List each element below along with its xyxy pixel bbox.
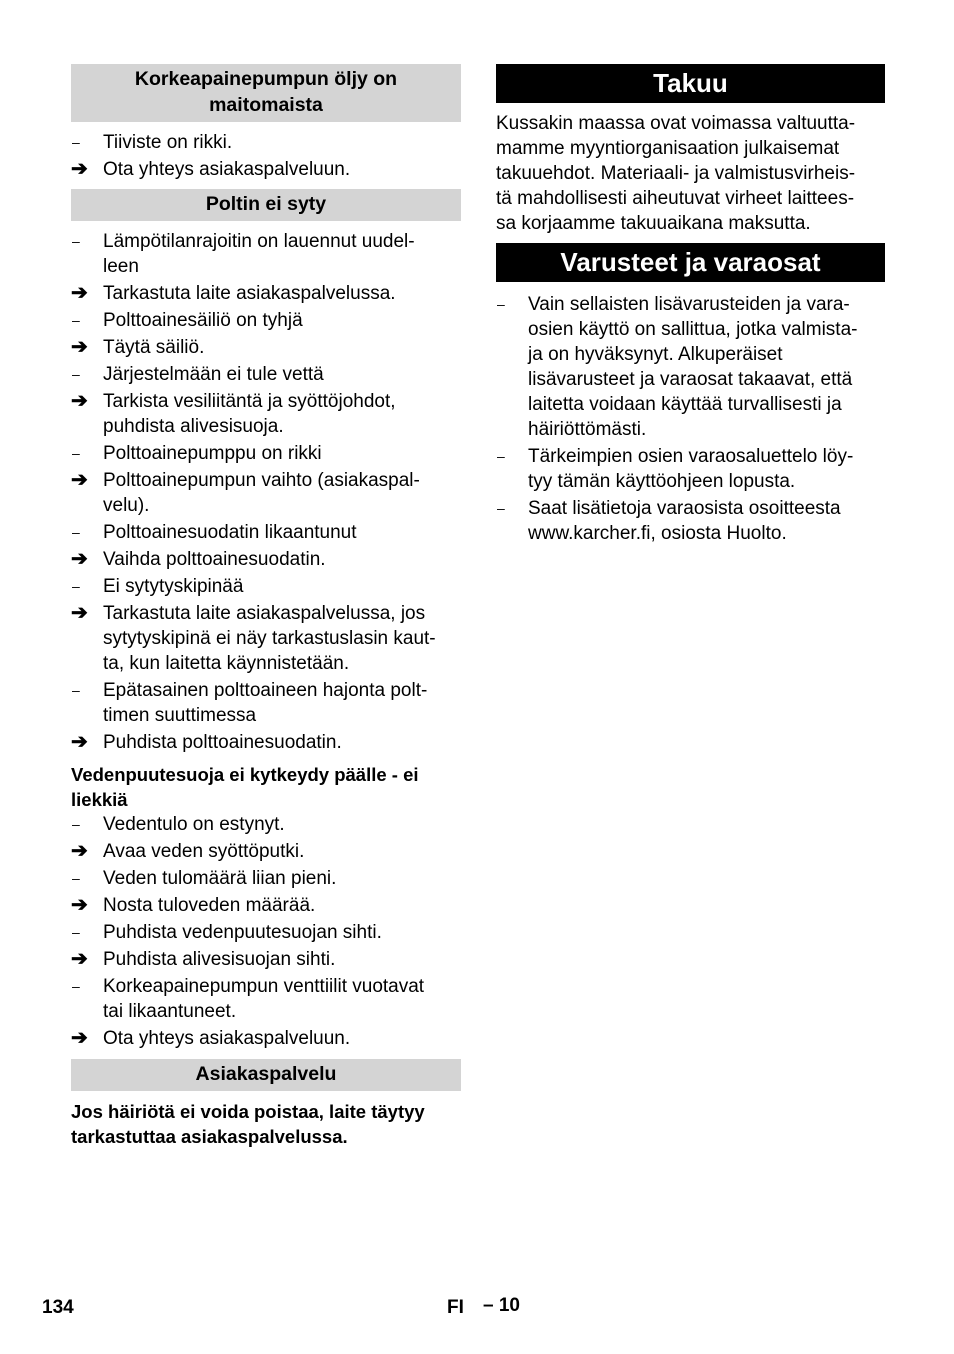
action-item [71,893,461,918]
item-text: Polttoainepumppu on rikki [103,443,322,464]
action-item [71,547,461,572]
item-text: Vaihda polttoainesuodatin. [103,549,326,570]
dash-icon: – [72,524,80,540]
cause-item [71,229,461,279]
item-text: Polttoainesäiliö on tyhjä [103,310,303,331]
action-item [71,947,461,972]
item-text: Tiiviste on rikki. [103,132,233,153]
language-code: FI [447,1297,464,1318]
accessories-list [496,292,885,546]
dash-icon: – [72,978,80,994]
warranty-text: Kussakin maassa ovat voimassa valtuutta- mamme myyntiorganisaation julkaisemat takuuehdot. Materiaali- ja valmistusvirheis- tä mahdollisesti aiheutuvat virheet laittees- sa korjaamme takuuaikana maksutta. [496,113,856,234]
cause-item [496,496,885,546]
service-note: Jos häiriötä ei voida poistaa, laite täytyy tarkastuttaa asiakaspalvelussa. [71,1101,425,1147]
dash-icon: – [72,816,80,832]
item-text: Ota yhteys asiakaspalveluun. [103,1028,351,1049]
item-text: Vedentulo on estynyt. [103,814,285,835]
cause-item [71,308,461,333]
water-fault-list [71,812,461,1051]
cause-item [71,520,461,545]
dash-icon: – [497,500,505,516]
item-text: Tarkastuta laite asiakaspalvelussa, jos sytytyskipinä ei näy tarkastuslasin kaut- ta, kun laitetta käynnistetään. [103,603,436,674]
section-heading-warranty: Takuu [496,64,885,103]
section-heading-oil: Korkeapainepumpun öljy on maitomaista [71,64,461,122]
subheading-water-protection: Vedenpuutesuoja ei kytkeydy päälle - ei liekkiä [71,764,419,810]
action-item [71,281,461,306]
section-page-number: – 10 [483,1295,520,1316]
item-text: Polttoainesuodatin likaantunut [103,522,357,543]
arrow-right-icon: ➔ [71,548,88,570]
cause-item [71,974,461,1024]
item-text: Avaa veden syöttöputki. [103,841,305,862]
oil-fault-list [71,130,461,182]
dash-icon: – [72,366,80,382]
arrow-right-icon: ➔ [71,731,88,753]
action-item [71,730,461,755]
item-text: Ei sytytyskipinää [103,576,244,597]
cause-item [71,812,461,837]
cause-item [71,920,461,945]
item-text: Järjestelmään ei tule vettä [103,364,324,385]
arrow-right-icon: ➔ [71,390,88,412]
item-text: Saat lisätietoja varaosista osoitteesta www.karcher.fi, osiosta Huolto. [528,498,841,544]
arrow-right-icon: ➔ [71,282,88,304]
cause-item [71,866,461,891]
arrow-right-icon: ➔ [71,948,88,970]
item-text: Tärkeimpien osien varaosaluettelo löy- tyy tämän käyttöohjeen lopusta. [528,446,854,492]
section-heading-service: Asiakaspalvelu [71,1059,461,1091]
action-item [71,157,461,182]
dash-icon: – [72,312,80,328]
arrow-right-icon: ➔ [71,158,88,180]
cause-item [71,574,461,599]
item-text: Epätasainen polttoaineen hajonta polt- timen suuttimessa [103,680,428,726]
left-column [71,64,461,1149]
cause-item [71,441,461,466]
arrow-right-icon: ➔ [71,602,88,624]
cause-item [71,362,461,387]
section-heading-accessories: Varusteet ja varaosat [496,243,885,282]
item-text: Nosta tuloveden määrää. [103,895,316,916]
item-text: Veden tulomäärä liian pieni. [103,868,337,889]
page-number: 134 [42,1297,74,1318]
item-text: Polttoainepumpun vaihto (asiakaspal- velu). [103,470,420,516]
item-text: Puhdista polttoainesuodatin. [103,732,342,753]
cause-item [71,130,461,155]
right-column [496,64,885,548]
item-text: Täytä säiliö. [103,337,205,358]
arrow-right-icon: ➔ [71,840,88,862]
arrow-right-icon: ➔ [71,469,88,491]
item-text: Vain sellaisten lisävarusteiden ja vara- osien käyttö on sallittua, jotka valmista- ja on hyväksynyt. Alkuperäiset lisävarusteet ja varaosat takaavat, että laitetta voidaan käyttää turvallisesti ja häiriöttömästi. [528,294,858,440]
item-text: Puhdista alivesisuojan sihti. [103,949,336,970]
cause-item [71,678,461,728]
item-text: Korkeapainepumpun venttiilit vuotavat tai likaantuneet. [103,976,425,1022]
action-item [71,335,461,360]
burner-fault-list [71,229,461,755]
dash-icon: – [72,134,80,150]
action-item [71,839,461,864]
cause-item [496,292,885,442]
action-item [71,389,461,439]
action-item [71,1026,461,1051]
dash-icon: – [72,870,80,886]
item-text: Ota yhteys asiakaspalveluun. [103,159,351,180]
item-text: Tarkastuta laite asiakaspalvelussa. [103,283,396,304]
action-item [71,468,461,518]
dash-icon: – [72,682,80,698]
item-text: Puhdista vedenpuutesuojan sihti. [103,922,382,943]
arrow-right-icon: ➔ [71,894,88,916]
action-item [71,601,461,676]
section-heading-burner: Poltin ei syty [71,189,461,221]
dash-icon: – [72,445,80,461]
dash-icon: – [72,578,80,594]
arrow-right-icon: ➔ [71,1027,88,1049]
arrow-right-icon: ➔ [71,336,88,358]
cause-item [496,444,885,494]
dash-icon: – [497,448,505,464]
item-text: Lämpötilanrajoitin on lauennut uudel- leen [103,231,415,277]
dash-icon: – [497,296,505,312]
item-text: Tarkista vesiliitäntä ja syöttöjohdot, puhdista alivesisuoja. [103,391,396,437]
dash-icon: – [72,233,80,249]
dash-icon: – [72,924,80,940]
